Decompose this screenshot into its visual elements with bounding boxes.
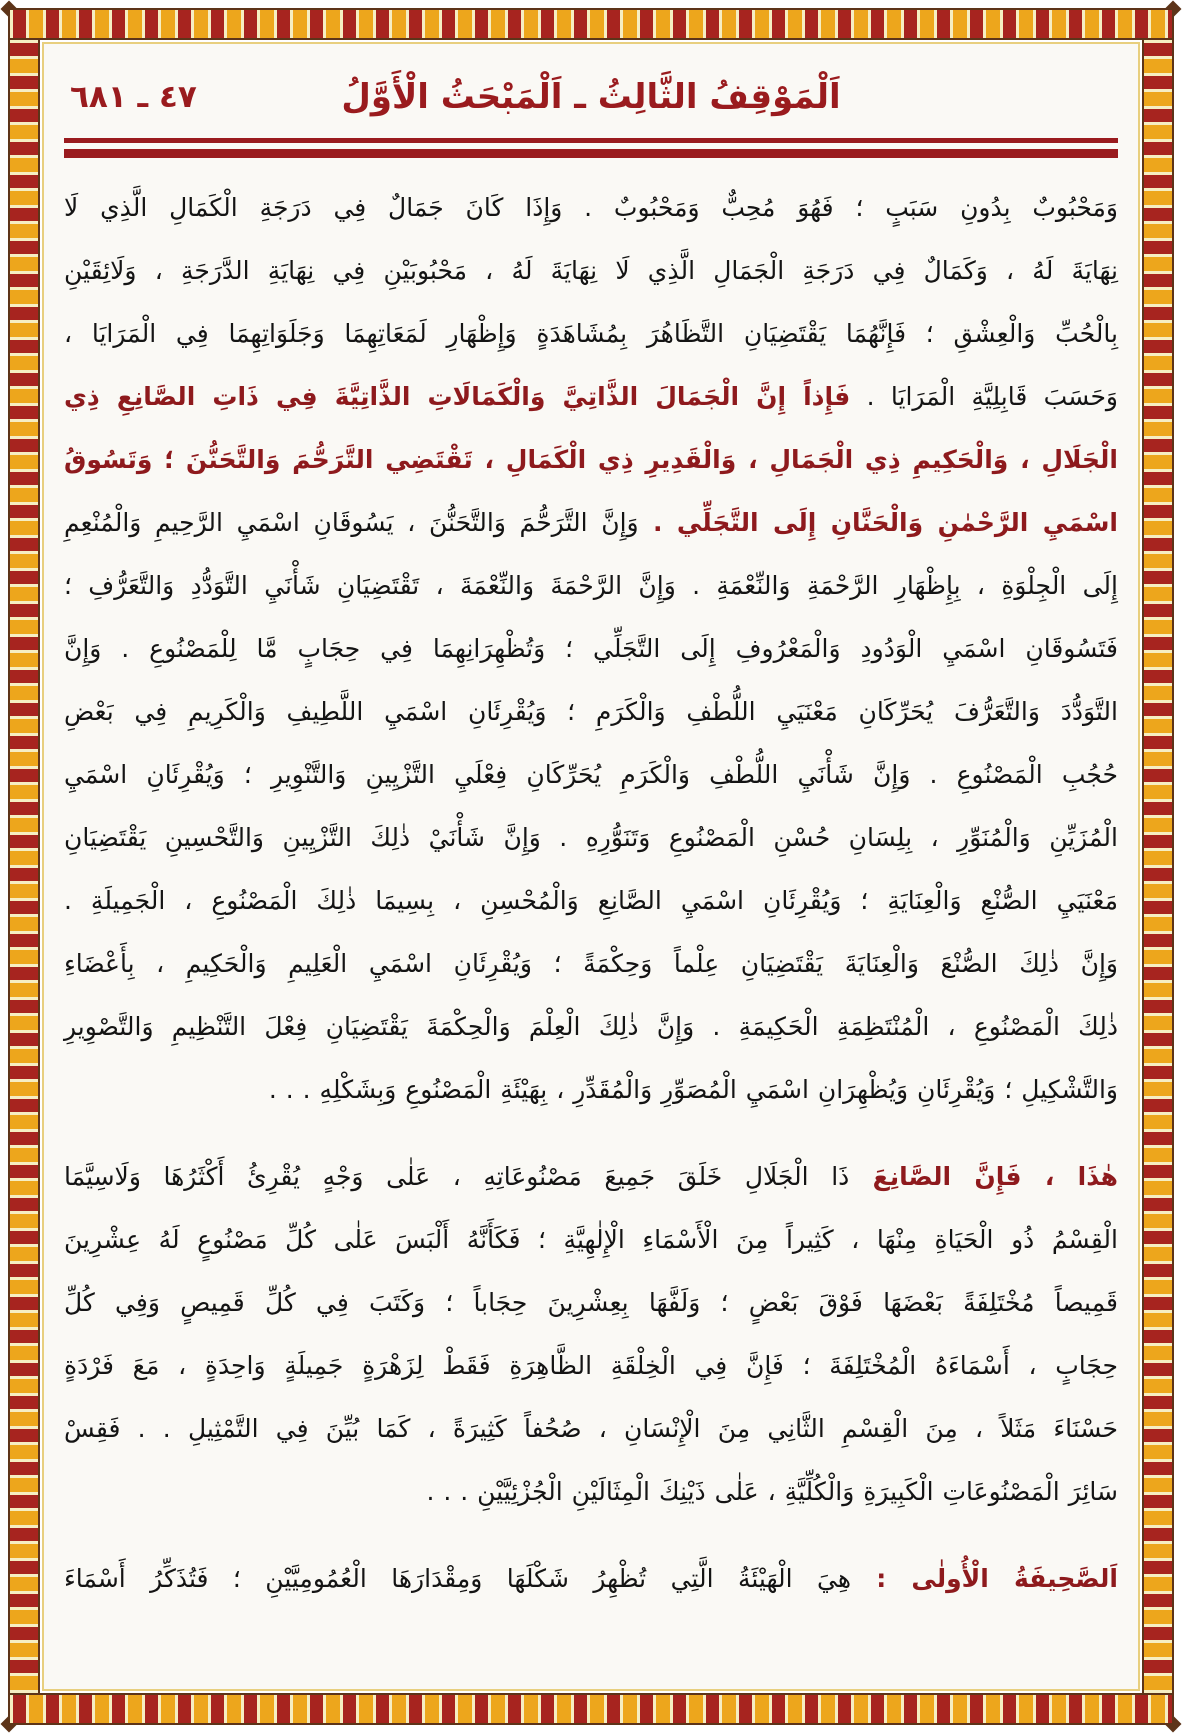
text-line bbox=[64, 176, 1118, 239]
page-number: ٤٧ ـ ٦٨١ bbox=[70, 79, 197, 115]
text-line bbox=[64, 1334, 1118, 1397]
text-line bbox=[64, 743, 1118, 806]
body-text-segment: وَحَسَبَ قَابِلِيَّةِ الْمَرَايَا . bbox=[850, 382, 1118, 411]
body-text-segment: حِجَابٍ ، أَسْمَاءَهُ الْمُخْتَلِفَةَ ؛ فَإِنَّ فِي الْخِلْقَةِ الظَّاهِرَةِ فَقَطْ لِزَهْرَةٍ جَمِيلَةٍ وَاحِدَةٍ ، مَعَ فَرْدَةٍ bbox=[64, 1351, 1118, 1380]
body-text-segment: نِهَايَةَ لَهُ ، وَكَمَالٌ فِي دَرَجَةِ الْجَمَالِ الَّذِي لَا نِهَايَةَ لَهُ ، مَحْبُوبَيْنِ فِي نِهَايَةِ الدَّرَجَةِ ، وَلَائِقَيْنِ bbox=[64, 256, 1118, 285]
border-band-right bbox=[1142, 40, 1172, 1693]
page-title: اَلْمَوْقِفُ الثَّالِثُ ـ اَلْمَبْحَثُ الْأَوَّلُ bbox=[341, 77, 841, 117]
body-text-segment: التَّوَدُّدَ وَالتَّعَرُّفَ يُحَرِّكَانِ مَعْنَيَيِ اللُّطْفِ وَالْكَرَمِ ؛ وَيُقْرِئَانِ اسْمَيِ اللَّطِيفِ وَالْكَرِيمِ فِي بَعْضِ bbox=[64, 697, 1118, 726]
body-text-segment: هِيَ الْهَيْئَةُ الَّتِي تُظْهِرُ شَكْلَهَا وَمِقْدَارَهَا الْعُمُومِيَّيْنِ ؛ فَتُذَكِّرُ أَسْمَاءَ bbox=[64, 1564, 852, 1593]
text-line bbox=[64, 1271, 1118, 1334]
body-text-segment: ذَا الْجَلَالِ خَلَقَ جَمِيعَ مَصْنُوعَاتِهِ ، عَلٰى وَجْهٍ يُقْرِئُ أَكْثَرُهَا وَلَاسِيَّمَا bbox=[64, 1162, 850, 1191]
text-line bbox=[64, 617, 1118, 680]
text-line bbox=[64, 1547, 1118, 1610]
emphasis-text-segment: اسْمَيِ الرَّحْمٰنِ وَالْحَنَّانِ إِلَى التَّجَلِّي . bbox=[638, 508, 1118, 537]
paragraph bbox=[64, 1145, 1118, 1523]
emphasis-text-segment: الْجَلَالِ ، وَالْحَكِيمِ ذِي الْجَمَالِ ، وَالْقَدِيرِ ذِي الْكَمَالِ ، تَقْتَضِي التَّرَحُّمَ وَالتَّحَنُّنَ ؛ وَتَسُوقُ bbox=[64, 445, 1118, 474]
divider-thick-line bbox=[64, 149, 1118, 158]
body-text-segment: وَإِنَّ التَّرَحُّمَ وَالتَّحَنُّنَ ، يَسُوقَانِ اسْمَيِ الرَّحِيمِ وَالْمُنْعِمِ bbox=[64, 508, 639, 537]
border-band-bottom bbox=[10, 1693, 1172, 1723]
body-text-segment: الْقِسْمُ ذُو الْحَيَاةِ مِنْهَا ، كَثِيراً مِنَ الْأَسْمَاءِ الْإِلٰهِيَّةِ ؛ فَكَأَنَّهُ أَلْبَسَ عَلٰى كُلِّ مَصْنُوعٍ لَهُ عِشْرِينَ bbox=[64, 1225, 1118, 1254]
body-text-segment: قَمِيصاً مُخْتَلِفَةً بَعْضَهَا فَوْقَ بَعْضٍ ؛ وَلَفَّهَا بِعِشْرِينَ حِجَاباً ؛ وَكَتَبَ فِي كُلِّ قَمِيصٍ وَفِي كُلِّ bbox=[64, 1288, 1118, 1317]
text-line bbox=[64, 932, 1118, 995]
text-line bbox=[64, 869, 1118, 932]
text-line bbox=[64, 302, 1118, 365]
header-divider bbox=[64, 138, 1118, 158]
body-text-segment: إِلَى الْجِلْوَةِ ، بِإِظْهَارِ الرَّحْمَةِ وَالنِّعْمَةِ . وَإِنَّ الرَّحْمَةَ وَالنِّعْمَةَ ، تَقْتَضِيَانِ شَأْنَيِ التَّوَدُّدِ وَالتَّعَرُّفِ ؛ bbox=[64, 571, 1118, 600]
text-line bbox=[64, 806, 1118, 869]
text-line bbox=[64, 428, 1118, 491]
text-line bbox=[64, 1460, 1118, 1523]
text-line bbox=[64, 1397, 1118, 1460]
body-text-segment: الْمُزَيِّنِ وَالْمُنَوِّرِ ، بِلِسَانِ حُسْنِ الْمَصْنُوعِ وَتَنَوُّرِهِ . وَإِنَّ شَأْنَيْ ذٰلِكَ التَّزْيِينِ وَالتَّحْسِينِ يَقْتَضِيَانِ bbox=[64, 823, 1118, 852]
text-line bbox=[64, 554, 1118, 617]
body-text-segment: فَتَسُوقَانِ اسْمَيِ الْوَدُودِ وَالْمَعْرُوفِ إِلَى التَّجَلِّي ؛ وَتُظْهِرَانِهِمَا فِي حِجَابٍ مَّا لِلْمَصْنُوعِ . وَإِنَّ bbox=[64, 634, 1118, 663]
text-line bbox=[64, 491, 1118, 554]
emphasis-text-segment: فَإِذاً إِنَّ الْجَمَالَ الذَّاتِيَّ وَالْكَمَالَاتِ الذَّاتِيَّةَ فِي ذَاتِ الصَّانِعِ ذِي bbox=[64, 382, 851, 411]
border-band-left bbox=[10, 40, 40, 1693]
paragraph bbox=[64, 1547, 1118, 1610]
text-line bbox=[64, 365, 1118, 428]
body-text-segment: مَعْنَيَيِ الصُّنْعِ وَالْعِنَايَةِ ؛ وَيُقْرِئَانِ اسْمَيِ الصَّانِعِ وَالْمُحْسِنِ ، بِسِيمَا ذٰلِكَ الْمَصْنُوعِ ، الْجَمِيلَةِ . bbox=[64, 886, 1118, 915]
body-text-segment: ذٰلِكَ الْمَصْنُوعِ ، الْمُنْتَظِمَةِ الْحَكِيمَةِ . وَإِنَّ ذٰلِكَ الْعِلْمَ وَالْحِكْمَةَ يَقْتَضِيَانِ فِعْلَ التَّنْظِيمِ وَالتَّصْوِيرِ bbox=[64, 1012, 1118, 1041]
ornamental-border bbox=[8, 8, 1174, 1725]
page-header bbox=[64, 68, 1118, 130]
text-line bbox=[64, 1208, 1118, 1271]
body-text-segment: وَإِنَّ ذٰلِكَ الصُّنْعَ وَالْعِنَايَةَ يَقْتَضِيَانِ عِلْماً وَحِكْمَةً ؛ وَيُقْرِئَانِ اسْمَيِ الْعَلِيمِ وَالْحَكِيمِ ، بِأَعْضَاءِ bbox=[64, 949, 1118, 978]
paragraph bbox=[64, 176, 1118, 1121]
text-line bbox=[64, 239, 1118, 302]
body-text-segment: وَالتَّشْكِيلِ ؛ وَيُقْرِئَانِ وَيُظْهِرَانِ اسْمَيِ الْمُصَوِّرِ وَالْمُقَدِّرِ ، بِهَيْئَةِ الْمَصْنُوعِ وَبِشَكْلِهِ . . . bbox=[268, 1075, 1118, 1104]
body-text bbox=[64, 176, 1118, 1610]
border-band-top bbox=[10, 10, 1172, 40]
body-text-segment: بِالْحُبِّ وَالْعِشْقِ ؛ فَإِنَّهُمَا يَقْتَضِيَانِ التَّظَاهُرَ بِمُشَاهَدَةٍ وَإِظْهَارِ لَمَعَاتِهِمَا وَجَلَوَاتِهِمَا فِي الْمَرَايَا ، bbox=[64, 319, 1118, 348]
body-text-segment: حَسْنَاءَ مَثَلاً ، مِنَ الْقِسْمِ الثَّانِي مِنَ الْإِنْسَانِ ، صُحُفاً كَثِيرَةً ، كَمَا بُيِّنَ فِي التَّمْثِيلِ . . فَقِسْ bbox=[64, 1414, 1118, 1443]
text-line bbox=[64, 995, 1118, 1058]
emphasis-text-segment: هٰذَا ، فَإِنَّ الصَّانِعَ bbox=[849, 1162, 1118, 1191]
emphasis-text-segment: اَلصَّحِيفَةُ الْأُولٰى : bbox=[851, 1564, 1118, 1593]
body-text-segment: حُجُبِ الْمَصْنُوعِ . وَإِنَّ شَأْنَيِ اللُّطْفِ وَالْكَرَمِ يُحَرِّكَانِ فِعْلَيِ التَّزْيِينِ وَالتَّنْوِيرِ ؛ وَيُقْرِئَانِ اسْمَيِ bbox=[64, 760, 1118, 789]
text-line bbox=[64, 1145, 1118, 1208]
text-line bbox=[64, 680, 1118, 743]
body-text-segment: وَمَحْبُوبٌ بِدُونِ سَبَبٍ ؛ فَهُوَ مُحِبٌّ وَمَحْبُوبٌ . وَإِذَا كَانَ جَمَالٌ فِي دَرَجَةِ الْكَمَالِ الَّذِي لَا bbox=[64, 193, 1118, 222]
text-line bbox=[64, 1058, 1118, 1121]
body-text-segment: سَائِرَ الْمَصْنُوعَاتِ الْكَبِيرَةِ وَالْكُلِّيَّةِ ، عَلٰى ذَيْنِكَ الْمِثَالَيْنِ الْجُزْئِيَّيْنِ . . . bbox=[426, 1477, 1118, 1506]
page-content bbox=[42, 42, 1140, 1691]
